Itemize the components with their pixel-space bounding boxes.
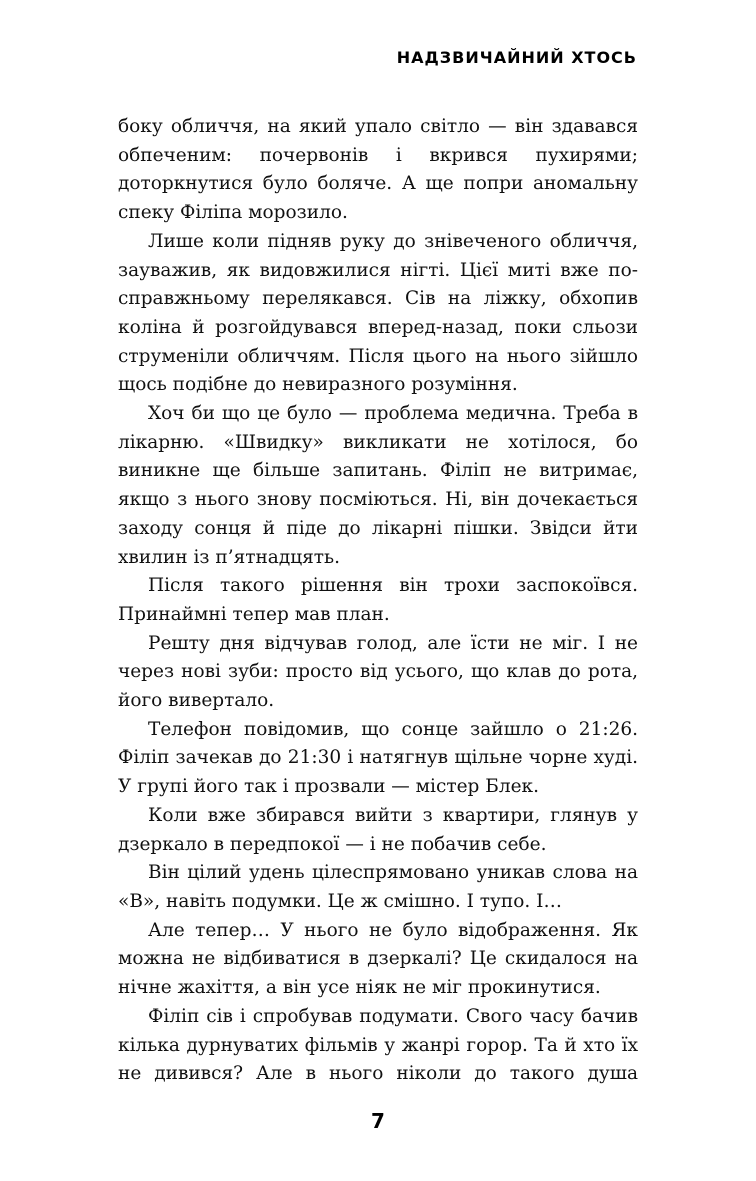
page-number: 7 bbox=[371, 1109, 385, 1133]
body-text bbox=[118, 113, 638, 1089]
paragraph: Решту дня відчував голод, але їсти не міг. І не через нові зуби: просто від усього, що клав до рота, його вивертало. bbox=[118, 632, 638, 712]
paragraph: Лише коли підняв руку до знівеченого обличчя, зауважив, як видовжилися нігті. Цієї миті вже по-справжньому перелякався. Сів на ліжку, обхопив коліна й розгойдувався вперед-назад, поки сльози струменіли обличчям. Після цього на нього зійшло щось подібне до невиразного розуміння. bbox=[118, 230, 638, 396]
paragraph: Хоч би що це було — проблема медична. Треба в лікарню. «Швидку» викликати не хотілося, бо виникне ще більше запитань. Філіп не витримає, якщо з нього знову посміються. Ні, він дочекається заходу сонця й піде до лікарні пішки. Звідси йти хвилин із п’ятнадцять. bbox=[118, 403, 638, 568]
paragraph: Але тепер… У нього не було відображення. Як можна не відбиватися в дзеркалі? Це скидалося на нічне жахіття, а він усе ніяк не міг прокинутися. bbox=[118, 919, 638, 999]
running-head: НАДЗВИЧАЙНИЙ ХТОСЬ bbox=[396, 48, 637, 67]
paragraph: боку обличчя, на який упало світло — він здавався обпеченим: почервонів і вкрився пухирями; доторкнутися було боляче. А ще попри аномальну спеку Філіпа морозило. bbox=[118, 116, 638, 224]
paragraph: Він цілий удень цілеспрямовано уникав слова на «В», навіть подумки. Це ж смішно. І тупо. І… bbox=[118, 862, 638, 912]
paragraph: Після такого рішення він трохи заспокоївся. Принаймні тепер мав план. bbox=[118, 575, 638, 625]
paragraph: Коли вже збирався вийти з квартири, глянув у дзеркало в передпокої — і не побачив себе. bbox=[118, 804, 638, 855]
paragraph: Філіп сів і спробував подумати. Свого часу бачив кілька дурнуватих фільмів у жанрі горор. Та й хто їх не дивився? Але в нього ніколи до такого душа bbox=[118, 1005, 638, 1085]
paragraph: Телефон повідомив, що сонце зайшло о 21:26. Філіп зачекав до 21:30 і натягнув щільне чорне худі. У групі його так і прозвали — містер Блек. bbox=[118, 718, 638, 798]
